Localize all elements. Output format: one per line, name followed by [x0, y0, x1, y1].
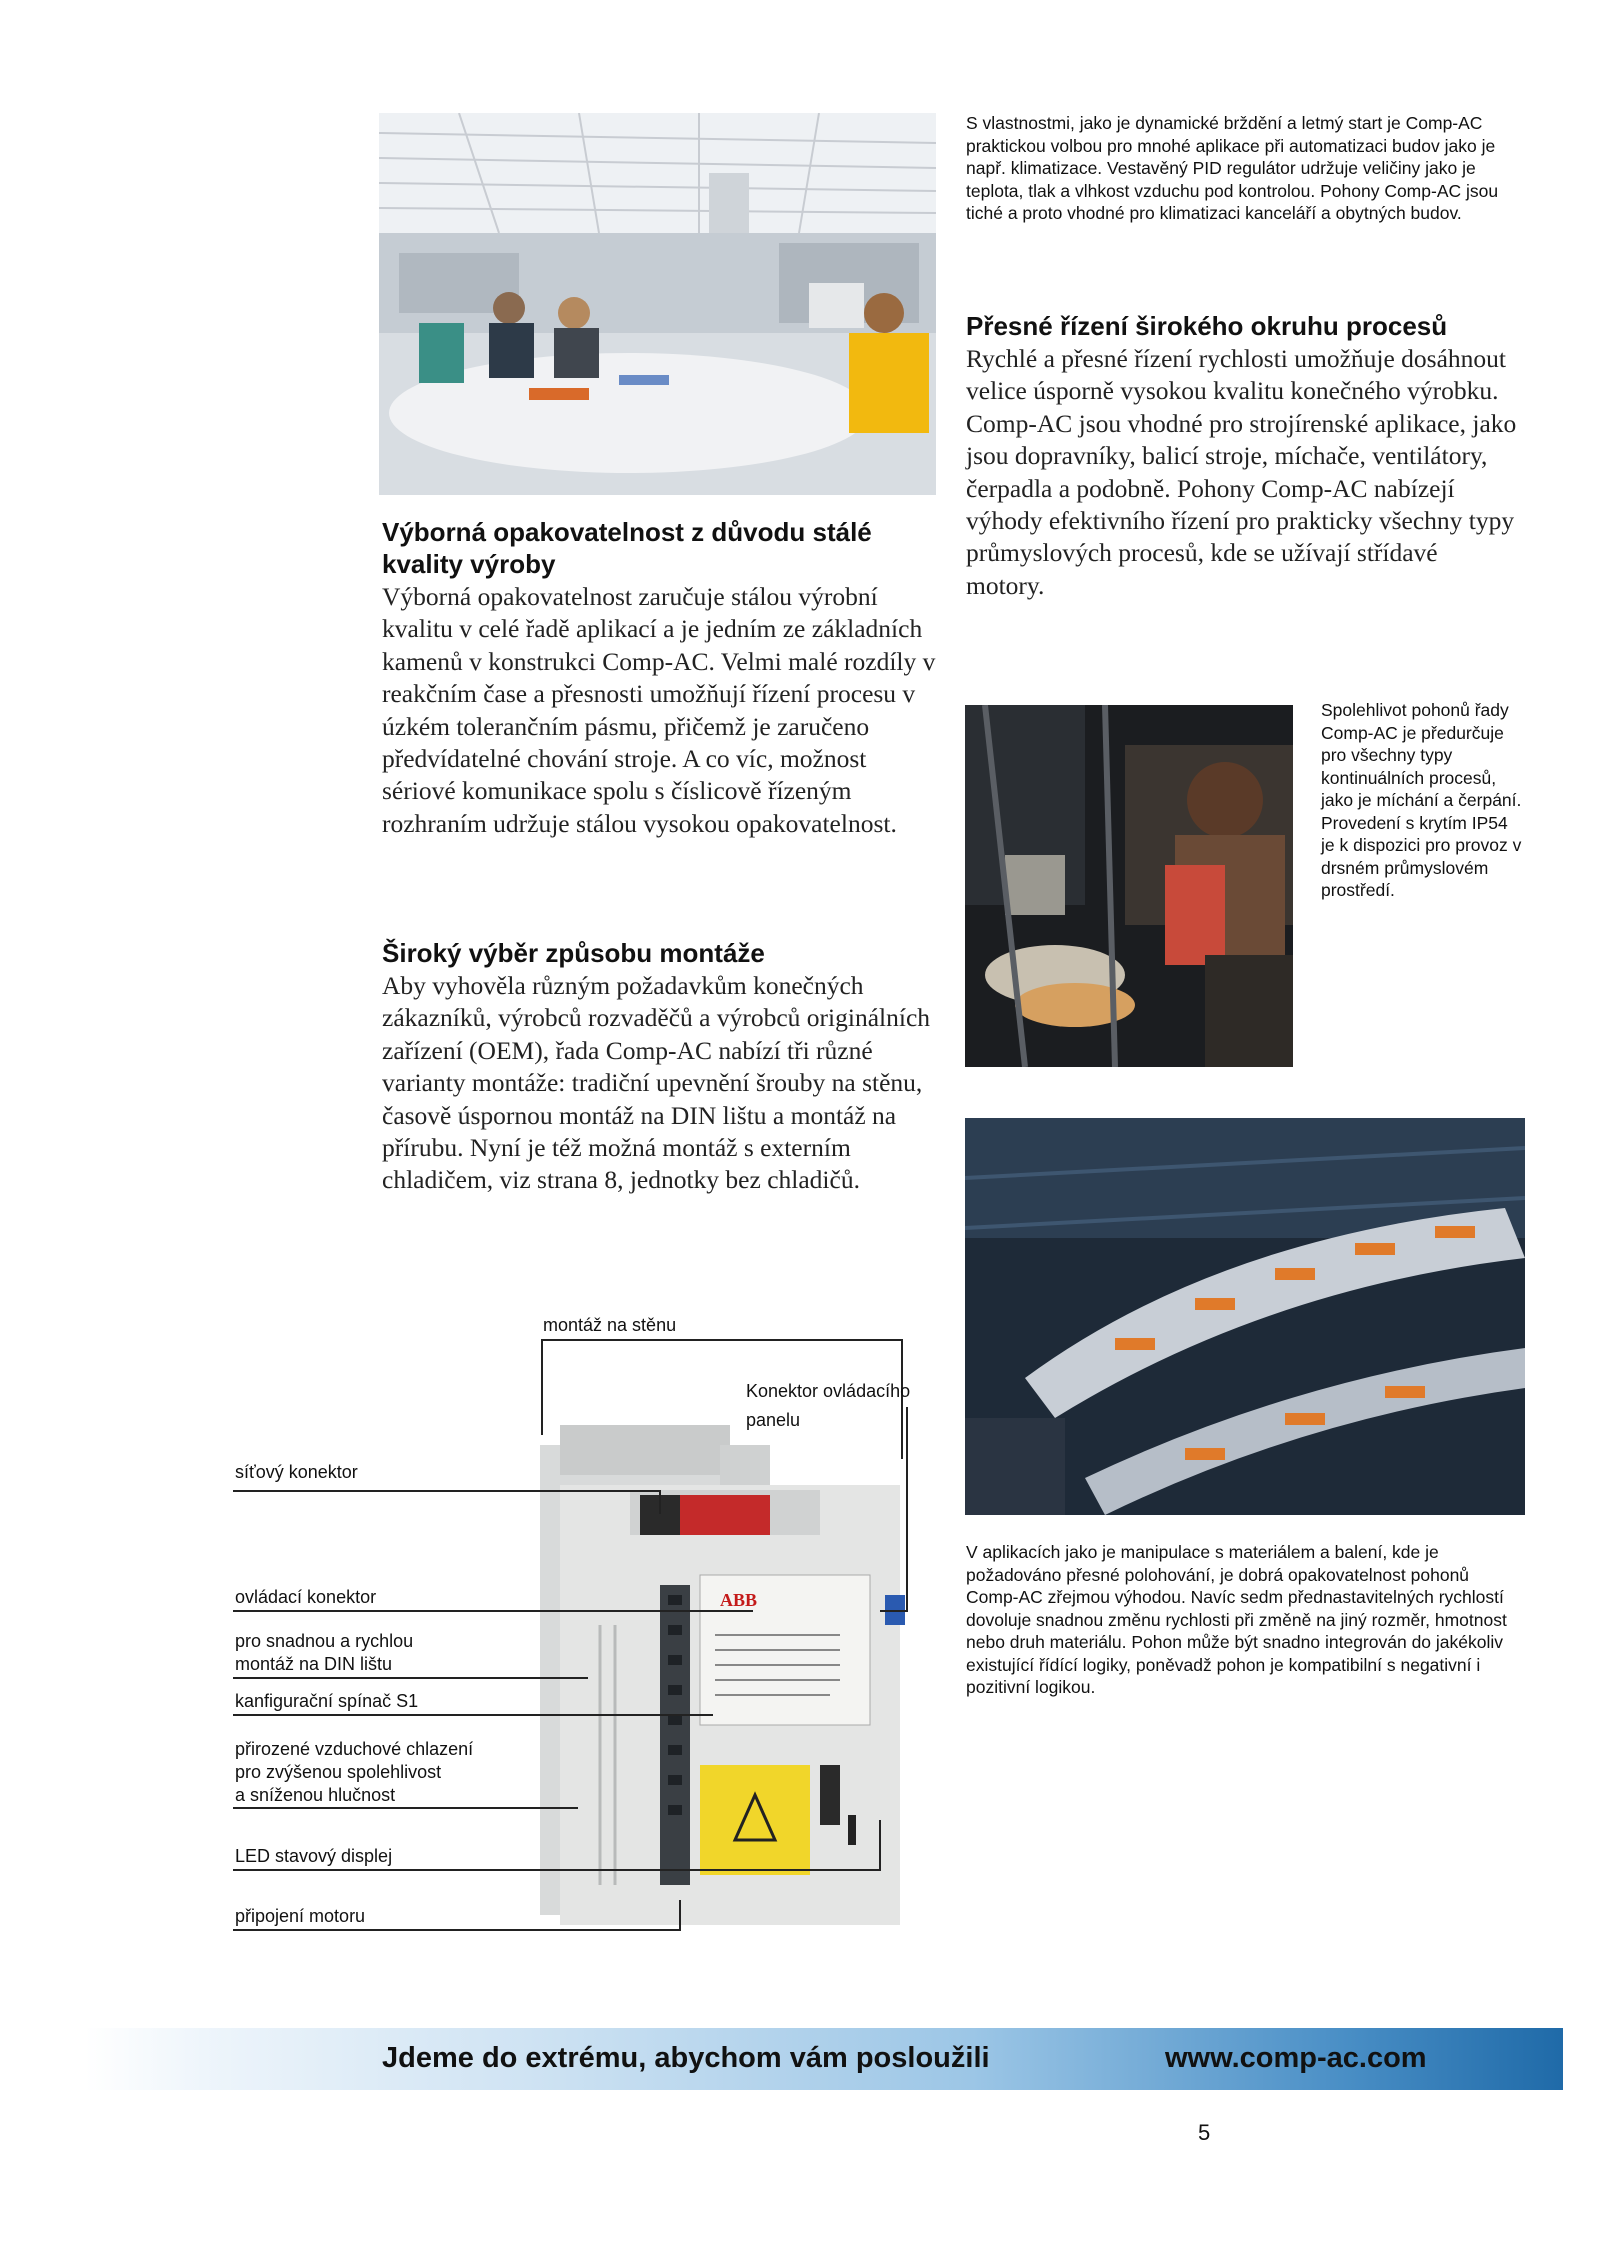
section-mount-body: Aby vyhověla různým požadavkům konečných zákazníků, výrobců rozvaděčů a výrobců originálních zařízení (OEM), řada Comp-AC nabízí tři různé varianty montáže: tradiční upevnění šrouby na stěnu, časově úspornou montáž na DIN lištu a montáž na přírubu. Nyní je též možná montáž s externím chladičem, viz strana 8, jednotky bez chladičů.	[382, 971, 931, 1195]
banner-url[interactable]: www.comp-ac.com	[1165, 2042, 1427, 2074]
leader-led-display-v	[879, 1820, 881, 1871]
section-repeat-heading: Výborná opakovatelnost z důvodu stálé kvality výroby	[382, 517, 872, 579]
leader-panel-connector-h	[880, 1610, 908, 1612]
label-din-1: pro snadnou a rychlou	[235, 1631, 414, 1651]
leader-led-display	[233, 1869, 881, 1871]
leader-motor-connection	[233, 1929, 681, 1931]
leader-control-connector	[233, 1610, 753, 1612]
label-cooling-3: a sníženou hlučnost	[235, 1785, 396, 1805]
section-mount-heading: Široký výběr způsobu montáže	[382, 938, 765, 968]
label-config-switch: kanfigurační spínač S1	[235, 1691, 419, 1711]
footer-banner	[85, 2028, 1563, 2090]
section-precise-heading: Přesné řízení širokého okruhu procesů	[966, 311, 1448, 341]
leader-mains-connector	[233, 1490, 661, 1492]
label-mains-connector: síťový konektor	[235, 1462, 358, 1482]
label-wall-mount: montáž na stěnu	[543, 1315, 677, 1335]
leader-wall-mount	[541, 1339, 903, 1341]
label-control-connector: ovládací konektor	[235, 1587, 377, 1607]
industrial-worker-photo	[965, 705, 1293, 1067]
conveyor-photo	[965, 1118, 1525, 1515]
label-panel-connector-2: panelu	[746, 1410, 801, 1430]
leader-config-switch	[233, 1714, 713, 1716]
caption-handling: V aplikacích jako je manipulace s materiálem a balení, kde je požadováno přesné polohování, je dobrá opakovatelnost pohonů Comp-AC zřejmou výhodou. Navíc sedm přednastavitelných rychlostí dovoluje snadnou změnu rychlosti při změně na jiný rozměr, hmotnost nebo druh materiálu. Pohon může být snadno integrován do jakékoliv existující řídící logiky, poněvadž pohon je kompatibilní s negativní i pozitivní logikou.	[966, 1542, 1507, 1697]
leader-wall-mount-v1	[541, 1339, 543, 1435]
label-led-display: LED stavový displej	[235, 1846, 393, 1866]
label-motor-connection: připojení motoru	[235, 1906, 366, 1926]
label-cooling-2: pro zvýšenou spolehlivost	[235, 1762, 442, 1782]
page-number: 5	[1198, 2120, 1211, 2145]
drive-device-image	[540, 1425, 925, 1930]
leader-din	[233, 1677, 588, 1679]
banner-slogan: Jdeme do extrému, abychom vám posloužili	[382, 2042, 990, 2074]
leader-cooling	[233, 1807, 578, 1809]
section-precise-body: Rychlé a přesné řízení rychlosti umožňuje dosáhnout velice úsporně vysokou kvalitu konečného výrobku. Comp-AC jsou vhodné pro strojírenské aplikace, jako jsou dopravníky, balicí stroje, míchače, ventilátory, čerpadla a podobně. Pohony Comp-AC nabízejí výhody efektivního řízení pro prakticky všechny typy průmyslových procesů, kde se užívají střídavé motory.	[966, 344, 1517, 600]
caption-reliability: Spolehlivot pohonů řady Comp-AC je předurčuje pro všechny typy kontinuálních procesů, jako je míchání a čerpání. Provedení s krytím IP54 je k dispozici pro provoz v drsném průmyslovém prostředí.	[1321, 700, 1522, 900]
leader-panel-connector	[906, 1407, 908, 1612]
leader-mains-connector-v	[659, 1490, 661, 1514]
section-repeat-body: Výborná opakovatelnost zaručuje stálou výrobní kvalitu v celé řadě aplikací a je jedním ze základních kamenů v konstrukci Comp-AC. Velmi malé rozdíly v reakčním čase a přesnosti umožňují řízení procesu v úzkém tolerančním pásmu, přičemž je zaručeno předvídatelné chování stroje. A co víc, možnost sériové komunikace spolu s číslicově řízeným rozhraním udržuje stálou vysokou opakovatelnost.	[382, 582, 936, 838]
label-cooling-1: přirozené vzduchové chlazení	[235, 1739, 474, 1759]
label-panel-connector-1: Konektor ovládacího	[746, 1381, 911, 1401]
label-din-2: montáž na DIN lištu	[235, 1654, 393, 1674]
intro-paragraph: S vlastnostmi, jako je dynamické brždění a letmý start je Comp-AC praktickou volbou pro mnohé aplikace při automatizaci budov jako je např. klimatizace. Vestavěný PID regulátor udržuje veličiny jako je teplota, tlak a vlhkost vzduchu pod kontrolou. Pohony Comp-AC jsou tiché a proto vhodné pro klimatizaci kanceláří a obytných budov.	[966, 113, 1499, 223]
leader-motor-connection-v	[679, 1900, 681, 1931]
device-brand-logo: ABB	[720, 1590, 758, 1610]
office-photo	[379, 113, 936, 495]
